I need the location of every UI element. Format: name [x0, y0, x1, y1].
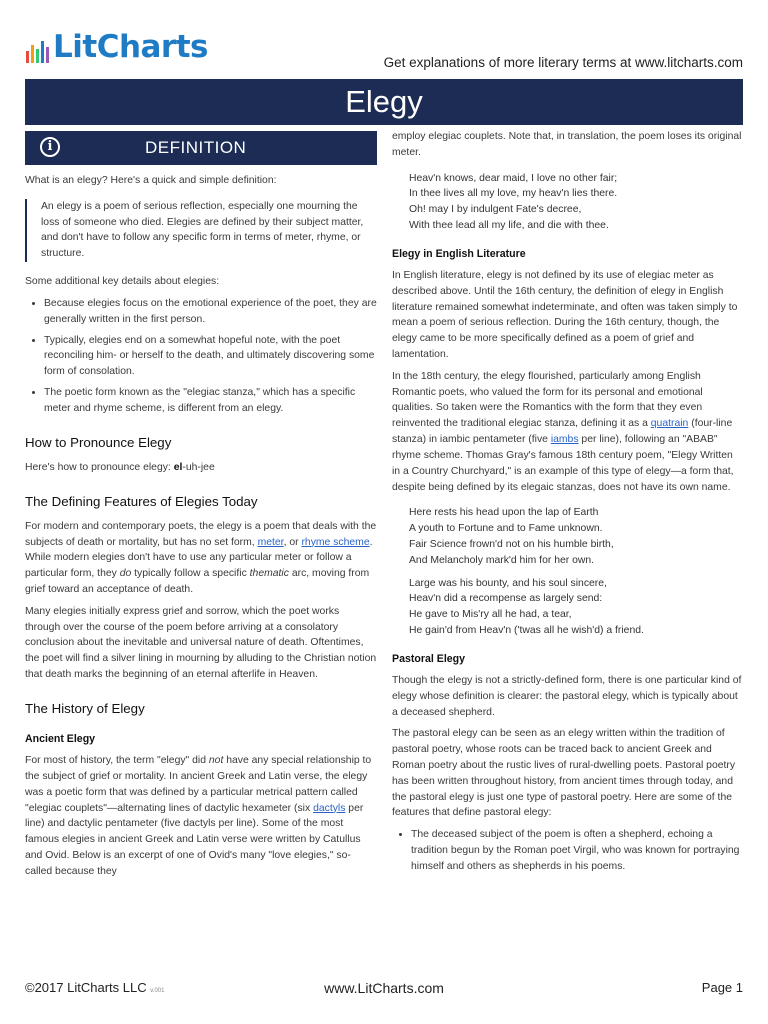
definition-intro: What is an elegy? Here's a quick and simple definition:	[25, 175, 277, 186]
list-item: • Because elegies focus on the emotional experience of the poet, they are generally written in the first person.	[44, 296, 377, 328]
ovid-poem-excerpt	[392, 171, 742, 234]
poem-line: He gain'd from Heav'n ('twas all he wish'd) a friend.	[409, 625, 644, 637]
list-item: • The deceased subject of the poem is often a shepherd, echoing a tradition begun by the Roman poet Virgil, who was known for portraying himself and others as shepherds in his poems.	[411, 827, 742, 874]
features-heading: The Defining Features of Elegies Today	[25, 493, 258, 509]
gray-poem-excerpt	[392, 505, 742, 639]
poem-line: Large was his bounty, and his soul sincere,	[409, 577, 607, 589]
ancient-paragraph-continued: employ elegiac couplets. Note that, in translation, the poem loses its original meter.	[392, 131, 742, 158]
poem-stanza	[409, 576, 742, 639]
dactyls-link[interactable]: dactyls	[313, 802, 346, 814]
poem-line: Heav'n knows, dear maid, I love no other fair;	[409, 172, 618, 184]
footer-site-link[interactable]: www.LitCharts.com	[324, 980, 444, 996]
poem-line: Here rests his head upon the lap of Earth	[409, 507, 599, 519]
poem-line: With thee lead all my life, and die with thee.	[409, 220, 609, 232]
pronounce-text: Here's how to pronounce elegy: el-uh-jee	[25, 461, 215, 473]
rhyme-scheme-link[interactable]: rhyme scheme	[301, 536, 370, 548]
definition-heading: DEFINITION	[145, 138, 247, 157]
ancient-elegy-heading: Ancient Elegy	[25, 733, 96, 746]
iambs-link[interactable]: iambs	[550, 434, 579, 446]
pronounce-stress: el	[173, 461, 183, 473]
features-paragraph-2: Many elegies initially express grief and sorrow, which the poet works through over the course of the poem before arriving at a consolatory conclusion about the inevitable and universal nature of death. Oftentimes, the poet will find a silver lining in mourning by alluding to the Christian notion that death marks the beginning of an eternal afterlife in Heaven.	[25, 605, 377, 681]
poem-line: And Melancholy mark'd him for her own.	[409, 554, 595, 566]
page-footer	[25, 980, 743, 1000]
meter-link[interactable]: meter	[257, 536, 284, 548]
poem-line: Heav'n did a recompense as largely send:	[409, 593, 603, 605]
english-paragraph-2: In the 18th century, the elegy flourished, particularly among English Romantic poets, who valued the form for its personal and emotional qualities. So taken were the Romantics with the form that they even reinvented the traditional elegiac stanza, defining it as a quatrain (four-line stanza) in iambic pentameter (five iambs per line), following an "ABAB" rhyme scheme. Thomas Gray's famous 18th century poem, "Elegy Written in a Country Churchyard," is an example of this type of elegy—a form that, despite being defined by its elegaic stanzas, does not have its own name.	[392, 370, 734, 493]
info-icon: i	[40, 137, 60, 157]
definition-banner	[25, 131, 377, 165]
poem-line: A youth to Fortune and to Fame unknown.	[409, 523, 603, 535]
pastoral-list	[392, 827, 742, 874]
ancient-paragraph: For most of history, the term "elegy" did not have any special relationship to the subject of grief or mortality. In ancient Greek and Latin verse, the elegy was a poetic form that was defined by a particular metrical pattern called "elegiac couplets"—alternating lines of dactylic hexameter (six dactyls per line) and dactylic pentameter (five dactyls per line). Some of the most famous elegies in ancient Greek and Latin verse were written by Catullus and Ovid. Below is an excerpt of one of Ovid's many "love elegies," so-called because they	[25, 755, 372, 877]
poem-stanza	[409, 505, 742, 568]
english-elegy-heading: Elegy in English Literature	[392, 247, 526, 260]
history-heading: The History of Elegy	[25, 700, 145, 716]
quatrain-link[interactable]: quatrain	[650, 418, 689, 430]
litcharts-logo[interactable]	[26, 29, 208, 65]
page-header	[0, 0, 768, 78]
definition-quote: An elegy is a poem of serious reflection, especially one mourning the loss of someone who died. Elegies are defined by their subject matter, and don't have to follow any specific form in terms of meter, rhyme, or structure.	[25, 199, 377, 262]
pronounce-heading: How to Pronounce Elegy	[25, 434, 172, 450]
pastoral-paragraph-1: Though the elegy is not a strictly-defined form, there is one particular kind of elegy whose definition is clearer: the pastoral elegy, which is typically about a deceased shepherd.	[392, 674, 742, 718]
left-column	[25, 125, 377, 886]
right-column	[392, 125, 742, 881]
pastoral-elegy-heading: Pastoral Elegy	[392, 652, 466, 665]
details-intro: Some additional key details about elegies:	[25, 276, 220, 288]
features-paragraph-1: For modern and contemporary poets, the elegy is a poem that deals with the subjects of death or mortality, but has no set form, meter, or rhyme scheme. While modern elegies don't have to use any particular meter or follow a particular form, they do typically follow a specific thematic arc, moving from grief toward an acceptance of death.	[25, 520, 377, 596]
poem-line: Fair Science frown'd not on his humble birth,	[409, 538, 614, 550]
page-title: Elegy	[25, 79, 743, 125]
details-list	[25, 296, 377, 417]
page-number: Page 1	[701, 980, 743, 995]
copyright: ©2017 LitCharts LLC v.001	[25, 980, 165, 995]
logo-bars-icon	[26, 35, 49, 63]
list-item: • The poetic form known as the "elegiac stanza," which has a specific meter and rhyme scheme, is different from an elegy.	[44, 385, 377, 417]
version-label: v.001	[150, 988, 165, 994]
list-item: • Typically, elegies end on a somewhat hopeful note, with the poet reconciling him- or herself to the death, and ultimately discovering some form of consolation.	[44, 333, 377, 380]
poem-line: He gave to Mis'ry all he had, a tear,	[409, 609, 572, 621]
header-tagline: Get explanations of more literary terms at www.litcharts.com	[383, 55, 743, 70]
pastoral-paragraph-2: The pastoral elegy can be seen as an elegy written within the tradition of pastoral poetry, whose roots can be traced back to ancient Greek and Roman poetry about the rustic lives of rural-dwelling poets. Pastoral poetry has been written throughout history, from ancient times through today, and the pastoral elegy is just one type of pastoral poetry. Here are some of the features that define pastoral elegy:	[392, 728, 736, 819]
english-paragraph-1: In English literature, elegy is not defined by its use of elegiac meter as described above. Until the 16th century, the definition of elegy in English literature remained somewhat indeterminate, and often was taken simply to mean a poem of serious reflection. During the 16th century, though, the elegy came to be more specifically defined as a poem of grief and lamentation.	[392, 269, 738, 361]
logo-text: LitCharts	[53, 29, 208, 65]
poem-line: Oh! may I by indulgent Fate's decree,	[409, 204, 582, 216]
poem-line: In thee lives all my love, my heav'n lies there.	[409, 188, 618, 200]
